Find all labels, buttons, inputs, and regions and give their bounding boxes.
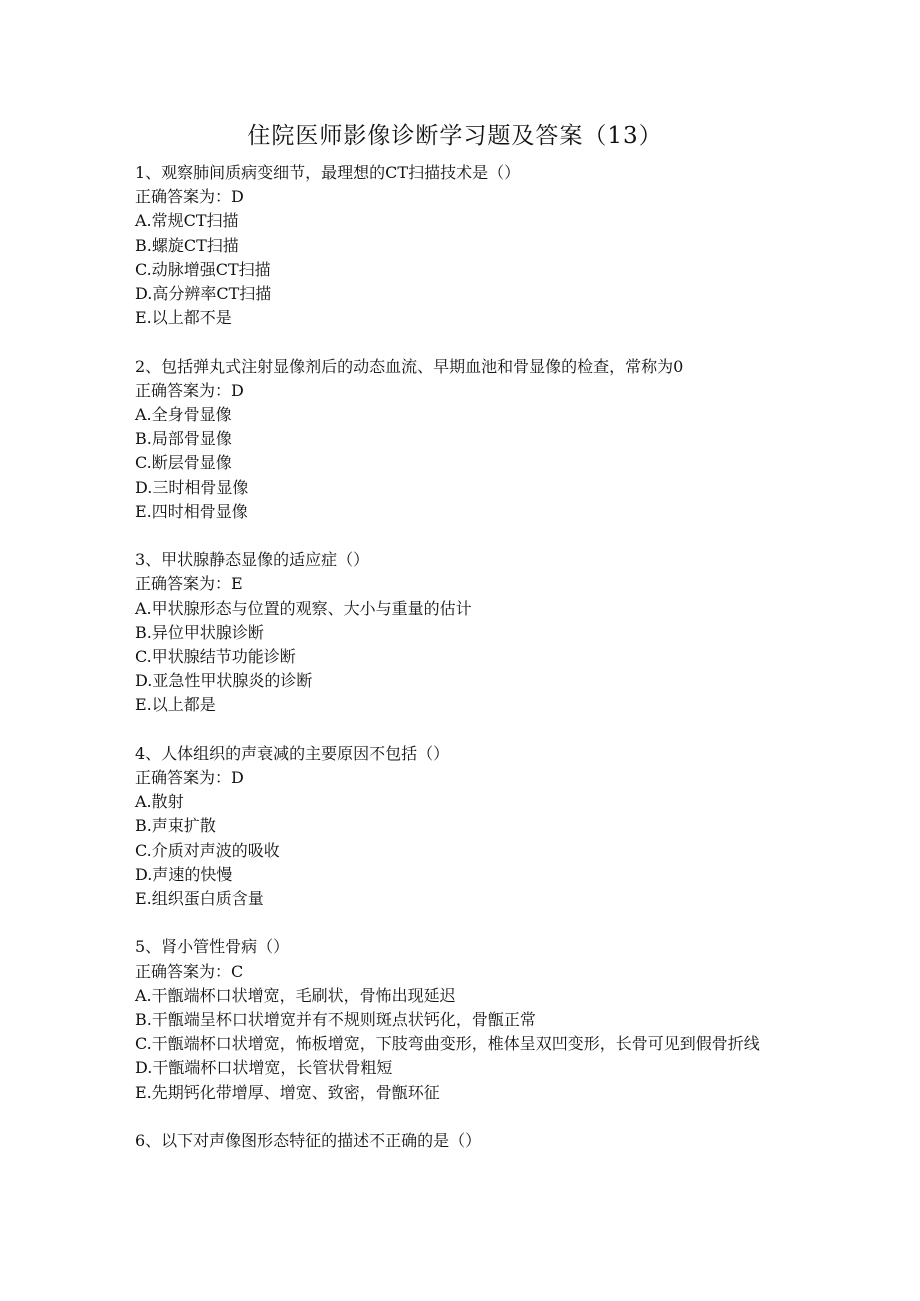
- option-c: C.甲状腺结节功能诊断: [135, 647, 296, 667]
- option-a: A.甲状腺形态与位置的观察、大小与重量的估计: [135, 598, 472, 618]
- option-a: A.干甑端杯口状增宽，毛刷状，骨怖出现延迟: [135, 985, 456, 1005]
- option-e: E.以上都是: [135, 695, 216, 715]
- option-b: B.干甑端呈杯口状增宽并有不规则斑点状钙化，骨甑正常: [135, 1010, 536, 1030]
- question-5: [135, 935, 785, 1104]
- option-e: E.先期钙化带增厚、增宽、致密，骨甑环征: [135, 1082, 440, 1102]
- question-stem: 6、以下对声像图形态特征的描述不正确的是（）: [135, 1131, 482, 1151]
- question-stem: 1、观察肺间质病变细节，最理想的CT扫描技术是（）: [135, 163, 521, 182]
- question-stem: 4、人体组织的声衰减的主要原因不包括（）: [135, 743, 450, 763]
- question-stem: 5、肾小管性骨病（）: [135, 937, 290, 957]
- option-b: B.声束扩散: [135, 816, 216, 836]
- question-list: [135, 161, 785, 1177]
- option-c: C.干甑端杯口状增宽，怖板增宽，下肢弯曲变形，椎体呈双凹变形，长骨可见到假骨折线: [135, 1034, 760, 1054]
- option-c: C.介质对声波的吸收: [135, 840, 280, 860]
- option-a: A.全身骨显像: [135, 405, 232, 425]
- correct-answer: 正确答案为：D: [135, 187, 244, 207]
- correct-answer: 正确答案为：D: [135, 768, 244, 788]
- correct-answer: 正确答案为：E: [135, 574, 243, 594]
- option-a: A.常规CT扫描: [135, 211, 239, 231]
- correct-answer: 正确答案为：C: [135, 961, 244, 981]
- question-3: [135, 548, 785, 717]
- option-d: D.干甑端杯口状增宽，长管状骨粗短: [135, 1058, 393, 1078]
- question-stem: 2、包括弹丸式注射显像剂后的动态血流、早期血池和骨显像的检查，常称为0: [135, 356, 684, 376]
- correct-answer: 正确答案为：D: [135, 380, 244, 400]
- option-c: C.动脉增强CT扫描: [135, 259, 271, 279]
- question-stem: 3、甲状腺静态显像的适应症（）: [135, 550, 370, 570]
- question-4: [135, 742, 785, 911]
- option-d: D.声速的快慢: [135, 864, 233, 884]
- option-d: D.三时相骨显像: [135, 477, 249, 497]
- question-1: [135, 161, 785, 330]
- option-e: E.以上都不是: [135, 308, 232, 328]
- option-e: E.组织蛋白质含量: [135, 889, 264, 909]
- option-d: D.亚急性甲状腺炎的诊断: [135, 671, 313, 691]
- option-b: B.螺旋CT扫描: [135, 235, 239, 255]
- option-b: B.异位甲状腺诊断: [135, 622, 264, 642]
- option-c: C.断层骨显像: [135, 453, 232, 473]
- question-2: [135, 355, 785, 524]
- question-6: [135, 1129, 785, 1153]
- option-e: E.四时相骨显像: [135, 501, 248, 521]
- option-d: D.高分辨率CT扫描: [135, 284, 272, 304]
- document-title: 住院医师影像诊断学习题及答案（13）: [247, 123, 663, 149]
- option-a: A.散射: [135, 792, 184, 812]
- option-b: B.局部骨显像: [135, 429, 232, 449]
